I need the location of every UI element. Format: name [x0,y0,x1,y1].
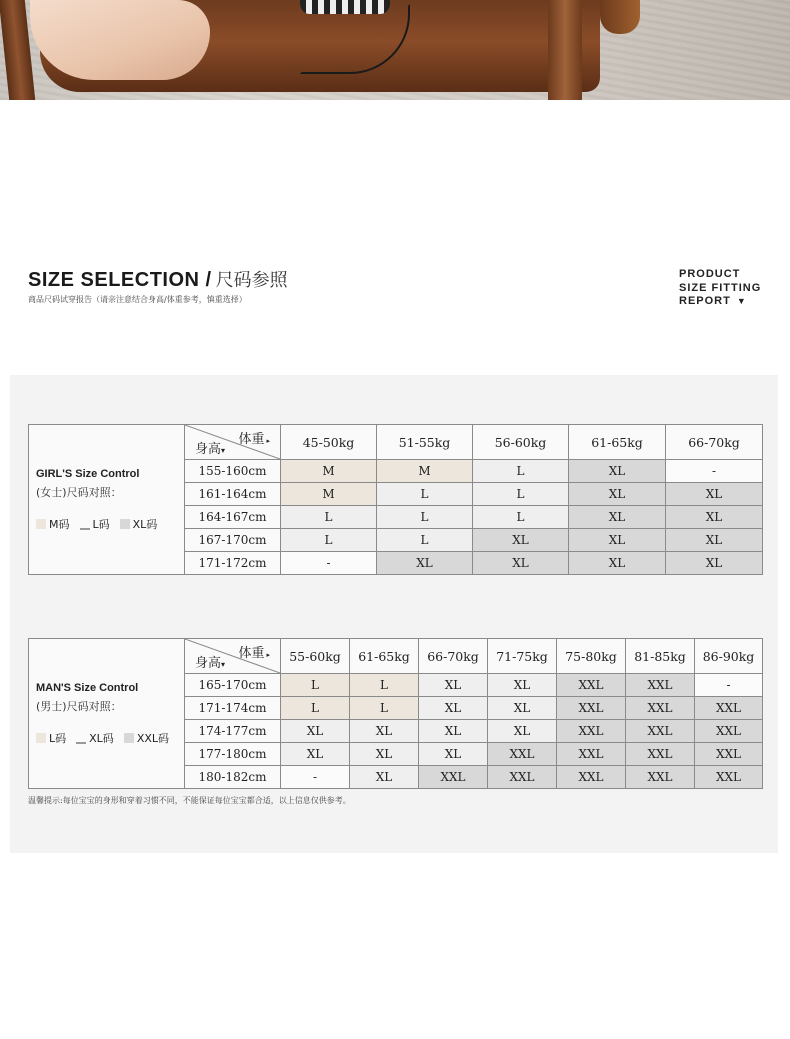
size-cell: XL [488,697,557,720]
height-text: 身高 [195,442,222,457]
legend-key-label: L码 [49,731,67,745]
legend-key [36,516,70,532]
size-cell: XXL [695,743,763,766]
heading-subtitle: 商品尺码试穿报告（请亲注意结合身高/体重参考，慎重选择） [28,295,247,304]
weight-header: 45-50kg [281,425,377,460]
legend-key [120,516,158,532]
report-line-2: SIZE FITTING [679,281,762,294]
legend-key-label: XL码 [132,517,158,531]
weight-header: 55-60kg [281,639,350,674]
legend-subtitle: (男士)尺码对照： [36,699,122,713]
size-cell: XL [281,720,350,743]
heading-english: SIZE SELECTION / [28,269,212,291]
height-label-cell: 180-182cm [185,766,281,789]
size-cell: XXL [695,697,763,720]
size-cell: L [350,674,419,697]
size-cell: XXL [695,720,763,743]
girls-size-table [28,424,763,575]
legend-key-label: XL码 [89,731,114,745]
down-triangle-icon: ▾ [221,660,226,669]
legend-swatch [124,733,134,743]
size-cell: XXL [557,674,626,697]
right-triangle-icon: ▸ [266,651,270,659]
weight-header: 75-80kg [557,639,626,674]
size-cell: XXL [557,743,626,766]
size-cell: XL [281,743,350,766]
size-cell: - [281,552,377,575]
size-cell: - [281,766,350,789]
size-cell: XXL [626,674,695,697]
height-label [195,652,225,671]
section-heading [28,266,288,292]
size-cell: XL [666,483,763,506]
size-cell: L [281,506,377,529]
legend-subtitle: (女士)尺码对照： [36,485,122,499]
chair-leg-right [548,0,582,100]
legend-swatch [120,519,130,529]
product-photo [0,0,790,100]
weight-label [238,428,270,447]
legend-key [36,730,66,746]
height-label-cell: 171-172cm [185,552,281,575]
weight-height-corner [185,425,281,460]
size-cell: XL [350,720,419,743]
weight-header: 66-70kg [666,425,763,460]
size-cell: XL [488,720,557,743]
size-cell: - [695,674,763,697]
size-cell: L [281,697,350,720]
legend-key-label: L码 [92,517,110,531]
legend-swatch [36,733,46,743]
size-cell: XL [569,460,666,483]
size-cell: XXL [557,720,626,743]
height-label-cell: 155-160cm [185,460,281,483]
size-cell: XXL [626,720,695,743]
mens-size-table [28,638,763,789]
size-cell: XL [473,529,569,552]
size-cell: L [473,460,569,483]
size-cell: XL [666,506,763,529]
size-cell: XL [419,674,488,697]
girls-legend [29,425,185,575]
model-foot [30,0,210,80]
size-cell: XL [377,552,473,575]
size-cell: XL [569,483,666,506]
down-triangle-icon: ▼ [736,296,747,306]
legend-key-label: M码 [49,517,70,531]
size-cell: L [377,529,473,552]
legend-title: MAN'S Size Control [36,681,139,694]
height-label-cell: 164-167cm [185,506,281,529]
size-cell: XXL [557,697,626,720]
report-label [679,268,779,309]
size-cell: XL [350,766,419,789]
size-cell: XXL [695,766,763,789]
right-triangle-icon: ▸ [266,437,270,445]
weight-header: 66-70kg [419,639,488,674]
size-cell: XXL [488,743,557,766]
weight-header: 86-90kg [695,639,763,674]
legend-swatch [80,528,90,530]
size-cell: L [281,529,377,552]
legend-swatch [36,519,46,529]
legend-key [80,516,110,532]
height-label-cell: 167-170cm [185,529,281,552]
mens-legend [29,639,185,789]
size-cell: M [281,483,377,506]
size-cell: XL [419,720,488,743]
legend-title: GIRL'S Size Control [36,467,140,480]
height-label-cell: 161-164cm [185,483,281,506]
weight-header: 61-65kg [569,425,666,460]
size-cell: L [377,506,473,529]
size-cell: XXL [626,697,695,720]
height-label-cell: 174-177cm [185,720,281,743]
size-cell: XXL [419,766,488,789]
size-cell: XXL [626,766,695,789]
size-cell: L [281,674,350,697]
size-cell: XXL [626,743,695,766]
height-label-cell: 171-174cm [185,697,281,720]
size-cell: L [377,483,473,506]
tip-note: 温馨提示:每位宝宝的身形和穿着习惯不同，不能保证每位宝宝都合适，以上信息仅供参考。 [28,796,351,805]
size-cell: XL [419,697,488,720]
weight-header: 56-60kg [473,425,569,460]
size-cell: L [350,697,419,720]
weight-header: 51-55kg [377,425,473,460]
weight-text: 体重 [238,432,265,447]
size-cell: M [281,460,377,483]
size-cell: XXL [557,766,626,789]
legend-key [76,730,114,746]
size-cell: XL [419,743,488,766]
legend-key-label: XXL码 [136,731,170,745]
size-cell: L [473,506,569,529]
height-label-cell: 177-180cm [185,743,281,766]
down-triangle-icon: ▾ [221,446,226,455]
size-cell: L [473,483,569,506]
size-cell: XL [350,743,419,766]
size-cell: XL [473,552,569,575]
legend-key [124,730,169,746]
size-cell: XL [569,552,666,575]
heading-chinese: 尺码参照 [215,270,288,291]
legend-swatch [76,742,86,744]
size-cell: XL [666,552,763,575]
size-cell: XL [666,529,763,552]
size-cell: XL [488,674,557,697]
height-text: 身高 [195,656,222,671]
size-cell: XL [569,506,666,529]
size-cell: - [666,460,763,483]
size-cell: XXL [488,766,557,789]
size-cell: M [377,460,473,483]
height-label [195,438,225,457]
weight-header: 61-65kg [350,639,419,674]
report-line-3: REPORT [679,295,731,307]
height-label-cell: 165-170cm [185,674,281,697]
legend-keys [36,516,184,532]
size-cell: XL [569,529,666,552]
legend-keys [36,730,184,746]
weight-height-corner [185,639,281,674]
chair-arm [600,0,640,34]
report-line-1: PRODUCT [679,268,741,280]
weight-label [238,642,270,661]
weight-header: 81-85kg [626,639,695,674]
weight-text: 体重 [238,646,265,661]
weight-header: 71-75kg [488,639,557,674]
